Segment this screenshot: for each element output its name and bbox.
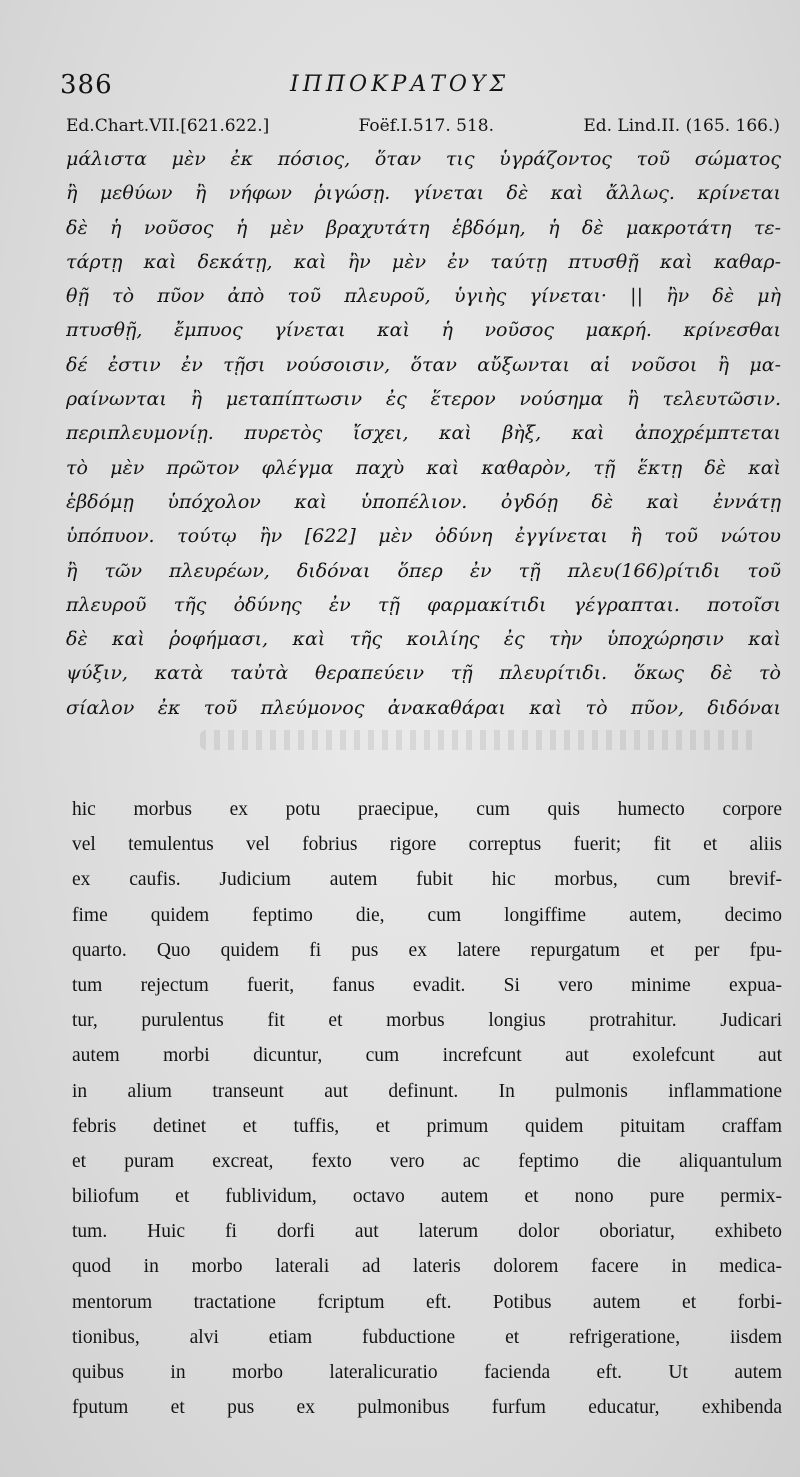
greek-line: τὸ μὲν πρῶτον φλέγμα παχὺ καὶ καθαρὸν, τῇ ἕκτῃ δὲ καὶ	[66, 456, 781, 479]
latin-line: tur, purulentus fit et morbus longius protrahitur. Judicari	[72, 1010, 782, 1032]
latin-line: quarto. Quo quidem fi pus ex latere repurgatum et per fpu-	[72, 939, 782, 961]
latin-line: tum rejectum fuerit, fanus evadit. Si vero minime expua-	[72, 974, 782, 996]
greek-line: πλευροῦ τῆς ὀδύνης ἐν τῇ φαρμακίτιδι γέγραπται. ποτοῖσι	[66, 593, 781, 616]
greek-line: πτυσθῇ, ἔμπυος γίνεται καὶ ἡ νοῦσος μακρή. κρίνεσθαι	[66, 319, 781, 342]
greek-line: ραίνωνται ἢ μεταπίπτωσιν ἐς ἕτερον νούσημα ἢ τελευτῶσιν.	[66, 388, 781, 411]
greek-line: δέ ἐστιν ἐν τῇσι νούσοισιν, ὅταν αὔξωνται αἱ νοῦσοι ἢ μα-	[66, 353, 781, 376]
page-number: 386	[60, 70, 113, 100]
greek-line: ψύξιν, κατὰ ταὐτὰ θεραπεύειν τῇ πλευρίτιδι. ὅκως δὲ τὸ	[66, 662, 781, 685]
edition-chart-ref: Ed.Chart.VII.[621.622.]	[66, 116, 270, 136]
running-title: ΙΠΠΟΚΡΑΤΟΥΣ	[290, 72, 510, 97]
latin-line: biliofum et fublividum, octavo autem et nono pure permix-	[72, 1186, 782, 1208]
latin-line: mentorum tractatione fcriptum eft. Potibus autem et forbi-	[72, 1291, 782, 1313]
greek-line: τάρτῃ καὶ δεκάτῃ, καὶ ἢν μὲν ἐν ταύτῃ πτυσθῇ καὶ καθαρ-	[66, 250, 781, 273]
latin-line: fputum et pus ex pulmonibus furfum educatur, exhibenda	[72, 1397, 782, 1419]
greek-line: ἢ μεθύων ἢ νήφων ῥιγώσῃ. γίνεται δὲ καὶ ἄλλως. κρίνεται	[66, 182, 781, 205]
latin-line: tionibus, alvi etiam fubductione et refrigeratione, iisdem	[72, 1326, 782, 1348]
latin-line: quod in morbo laterali ad lateris dolorem facere in medica-	[72, 1256, 782, 1278]
bleed-through-smudge	[200, 730, 760, 750]
latin-line: hic morbus ex potu praecipue, cum quis humecto corpore	[72, 799, 782, 820]
latin-line: fime quidem feptimo die, cum longiffime autem, decimo	[72, 904, 782, 926]
greek-text	[66, 142, 781, 725]
latin-line: tum. Huic fi dorfi aut laterum dolor oboriatur, exhibeto	[72, 1221, 782, 1243]
latin-text	[72, 792, 782, 1425]
greek-line: μάλιστα μὲν ἐκ πόσιος, ὅταν τις ὑγράζοντος τοῦ σώματος	[66, 148, 781, 170]
latin-line: quibus in morbo lateralicuratio facienda eft. Ut autem	[72, 1362, 782, 1383]
edition-lind-ref: Ed. Lind.II. (165. 166.)	[583, 116, 780, 136]
greek-line: δὲ καὶ ῥοφήμασι, καὶ τῆς κοιλίης ἐς τὴν ὑποχώρησιν καὶ	[66, 628, 781, 651]
greek-line: ἑβδόμῃ ὑπόχολον καὶ ὑποπέλιον. ὀγδόῃ δὲ καὶ ἐννάτῃ	[66, 490, 781, 513]
greek-line: θῇ τὸ πῦον ἀπὸ τοῦ πλευροῦ, ὑγιὴς γίνεται· || ἢν δὲ μὴ	[66, 285, 781, 308]
edition-references	[66, 116, 780, 136]
greek-line: ὑπόπυον. τούτῳ ἢν [622] μὲν ὀδύνη ἐγγίνεται ἢ τοῦ νώτου	[66, 525, 781, 548]
latin-line: autem morbi dicuntur, cum increfcunt aut exolefcunt aut	[72, 1045, 782, 1067]
edition-foes-ref: Foëf.I.517. 518.	[358, 116, 495, 136]
latin-line: in alium transeunt aut definunt. In pulmonis inflammatione	[72, 1080, 782, 1102]
latin-line: ex caufis. Judicium autem fubit hic morbus, cum brevif-	[72, 869, 782, 891]
greek-line: σίαλον ἐκ τοῦ πλεύμονος ἀνακαθάραι καὶ τὸ πῦον, διδόναι	[66, 696, 781, 719]
latin-line: febris detinet et tuffis, et primum quidem pituitam craffam	[72, 1115, 782, 1137]
greek-line: περιπλευμονίῃ. πυρετὸς ἴσχει, καὶ βὴξ, καὶ ἀποχρέμπτεται	[66, 422, 781, 445]
greek-line: ἢ τῶν πλευρέων, διδόναι ὅπερ ἐν τῇ πλευ(166)ρίτιδι τοῦ	[66, 559, 781, 582]
latin-line: vel temulentus vel fobrius rigore correptus fuerit; fit et aliis	[72, 834, 782, 856]
greek-line: δὲ ἡ νοῦσος ἡ μὲν βραχυτάτη ἑβδόμη, ἡ δὲ μακροτάτη τε-	[66, 216, 781, 239]
latin-line: et puram excreat, fexto vero ac feptimo die aliquantulum	[72, 1150, 782, 1172]
page-header	[60, 70, 760, 106]
